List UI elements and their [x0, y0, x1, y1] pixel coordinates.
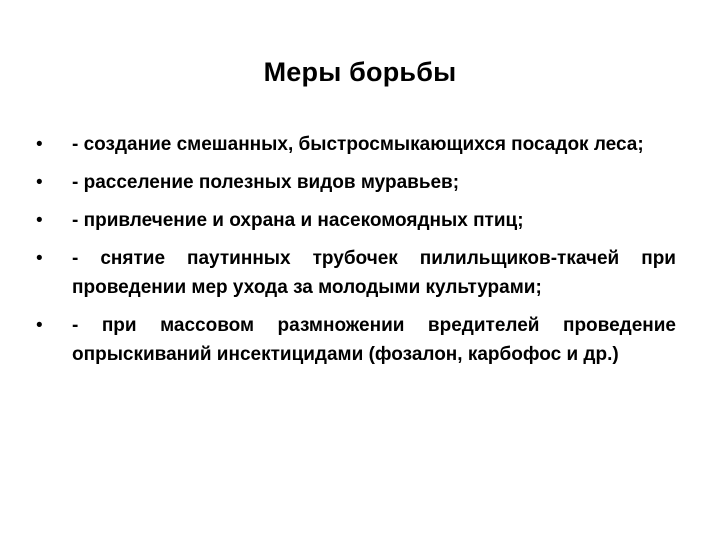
bullet-item-mixed-plantings — [36, 130, 676, 159]
bullet-text: - создание смешанных, быстросмыкающихся посадок леса; — [72, 134, 644, 155]
slide-title: Меры борьбы — [263, 57, 457, 87]
bullet-list — [36, 130, 676, 378]
bullet-item-web-tubes — [36, 244, 676, 302]
bullet-text: - при массовом размножении вредителей проведение опрыскиваний инсектицидами (фозалон, карбофос и др.) — [72, 315, 676, 365]
bullet-item-insecticides — [36, 311, 676, 369]
bullet-point-icon: • — [36, 172, 43, 193]
bullet-point-icon: • — [36, 315, 43, 336]
bullet-item-ants — [36, 168, 676, 197]
bullet-text: - расселение полезных видов муравьев; — [72, 172, 460, 193]
bullet-point-icon: • — [36, 134, 43, 155]
bullet-point-icon: • — [36, 248, 43, 269]
bullet-text: - привлечение и охрана и насекомоядных птиц; — [72, 210, 524, 231]
bullet-point-icon: • — [36, 210, 43, 231]
bullet-item-birds — [36, 206, 676, 235]
bullet-text: - снятие паутинных трубочек пилильщиков-ткачей при проведении мер ухода за молодыми культурами; — [72, 248, 676, 298]
